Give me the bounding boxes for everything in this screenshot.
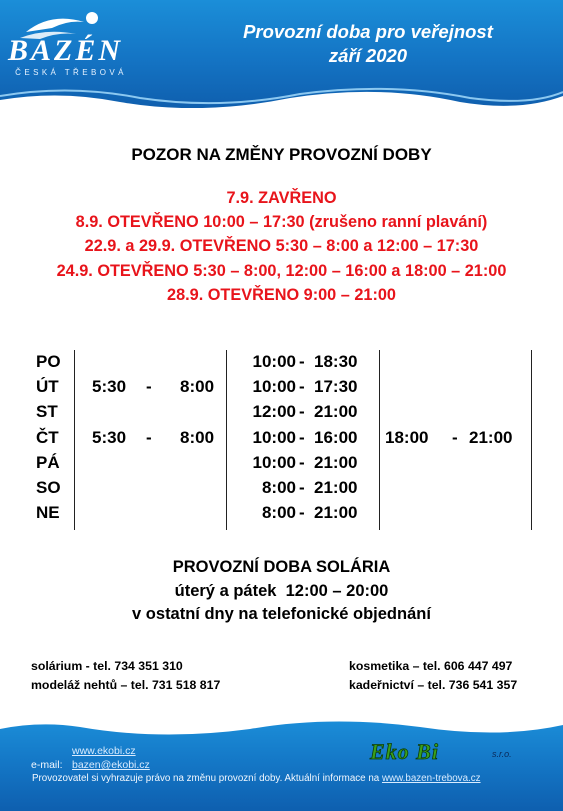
schedule-row [0, 402, 563, 427]
email-link[interactable]: bazen@ekobi.cz [72, 759, 150, 771]
morning-from: 5:30 [92, 427, 127, 447]
day-label: ÚT [36, 377, 59, 397]
day-label: ST [36, 402, 58, 422]
range-dash: - [452, 427, 458, 447]
header-wave-edge [0, 82, 563, 108]
day-label: PÁ [36, 452, 60, 472]
contact-hairdresser: kadeřnictví – tel. 736 541 357 [349, 678, 518, 692]
day-to: 18:30 [314, 352, 358, 371]
contact-cosmetics: kosmetika – tel. 606 447 497 [349, 659, 513, 673]
schedule-row [0, 352, 563, 377]
email-label: e-mail: [31, 759, 63, 771]
range-dash: - [146, 427, 152, 447]
schedule-row [0, 453, 563, 478]
day-label: SO [36, 478, 61, 497]
opening-schedule [0, 350, 563, 530]
notice-line: 7.9. ZAVŘENO [226, 189, 337, 207]
page-title [188, 20, 548, 68]
day-from: 8:00 [261, 503, 296, 523]
range-dash: - [299, 377, 305, 397]
morning-to: 8:00 [180, 427, 215, 447]
range-dash: - [146, 377, 152, 397]
range-dash: - [299, 402, 305, 422]
notice-line: 8.9. OTEVŘENO 10:00 – 17:30 (zrušeno ranní plavání) [75, 213, 488, 232]
evening-from: 18:00 [385, 427, 429, 447]
disclaimer-text: Provozovatel si vyhrazuje právo na změnu provozní doby. Aktuální informace na [32, 773, 382, 784]
footer-wave-edge [0, 715, 563, 745]
day-from: 10:00 [252, 452, 296, 472]
day-from: 10:00 [252, 377, 296, 397]
pool-website-link[interactable]: www.bazen-trebova.cz [381, 773, 481, 784]
day-from: 10:00 [252, 427, 296, 447]
day-from: 8:00 [261, 478, 296, 497]
range-dash: - [299, 478, 305, 497]
morning-from: 5:30 [92, 377, 127, 397]
day-to: 21:00 [314, 503, 358, 523]
solarium-note: v ostatní dny na telefonické objednání [132, 605, 431, 623]
day-label: PO [36, 352, 61, 371]
evening-to: 21:00 [469, 427, 513, 447]
ekobi-logo-suffix: s.r.o. [492, 749, 512, 759]
day-to: 16:00 [314, 427, 358, 447]
solarium-title: PROVOZNÍ DOBA SOLÁRIA [172, 558, 391, 576]
contact-nails: modeláž nehtů – tel. 731 518 817 [31, 678, 221, 692]
title-line-2: září 2020 [328, 45, 408, 66]
day-to: 17:30 [314, 377, 358, 397]
schedule-row [0, 428, 563, 453]
logo-wordmark: BAZÉN [8, 34, 124, 67]
ekobi-logo: Eko Bi [370, 739, 439, 764]
notice-line: 28.9. OTEVŘENO 9:00 – 21:00 [167, 285, 396, 304]
range-dash: - [299, 452, 305, 472]
range-dash: - [299, 503, 305, 523]
website-link[interactable]: www.ekobi.cz [72, 745, 136, 757]
schedule-row [0, 377, 563, 402]
solarium-section [0, 556, 563, 627]
day-label: ČT [36, 427, 59, 447]
schedule-row [0, 478, 563, 503]
contact-solarium: solárium - tel. 734 351 310 [31, 659, 183, 673]
day-to: 21:00 [314, 452, 358, 472]
schedule-row [0, 503, 563, 528]
header-band [0, 0, 563, 108]
day-from: 12:00 [252, 402, 296, 422]
day-from: 10:00 [252, 352, 296, 371]
notice-line: 24.9. OTEVŘENO 5:30 – 8:00, 12:00 – 16:00 a 18:00 – 21:00 [56, 261, 507, 280]
change-notices [0, 186, 563, 307]
disclaimer [32, 773, 481, 784]
changes-heading: POZOR NA ZMĚNY PROVOZNÍ DOBY [131, 145, 432, 164]
logo-subtitle: ČESKÁ TŘEBOVÁ [15, 68, 127, 77]
range-dash: - [299, 427, 305, 447]
morning-to: 8:00 [180, 377, 215, 397]
day-to: 21:00 [314, 402, 358, 422]
solarium-hours: úterý a pátek 12:00 – 20:00 [174, 581, 389, 600]
range-dash: - [299, 352, 305, 371]
notice-line: 22.9. a 29.9. OTEVŘENO 5:30 – 8:00 a 12:00 – 17:30 [84, 237, 479, 256]
day-to: 21:00 [314, 478, 358, 497]
day-label: NE [36, 503, 60, 523]
title-line-1: Provozní doba pro veřejnost [243, 21, 493, 42]
footer-band [0, 715, 563, 811]
